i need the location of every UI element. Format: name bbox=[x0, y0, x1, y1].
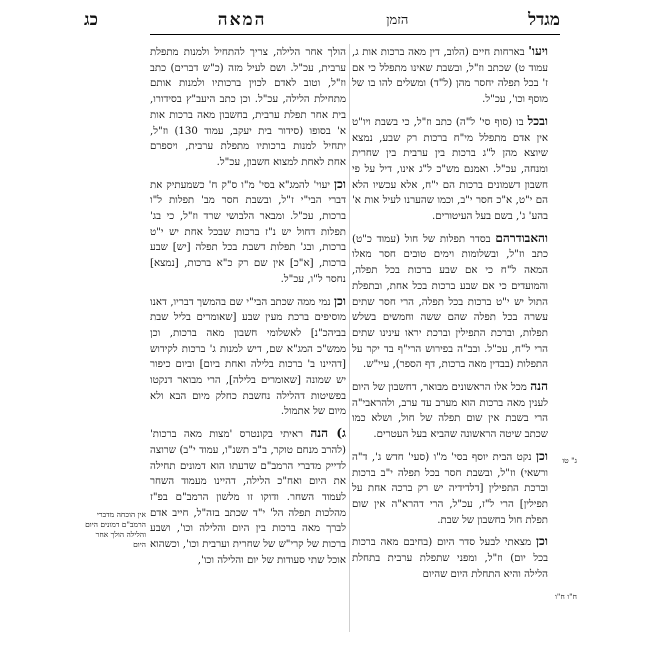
section-title: הזמן bbox=[386, 13, 409, 28]
paragraph bbox=[150, 44, 346, 171]
header-rule bbox=[150, 34, 560, 35]
page-header bbox=[84, 6, 560, 34]
paragraph-text: מכל אלו הראשונים מבואר, דחשבון של היום לענין מאה ברכות הוא מערב עד ערב, ולהראבי"ה הרי בשבת אין שום תפלה של חול, ושלא כמו שכתב שיטה הראשונה שהביא בעל העטרים. bbox=[352, 382, 548, 441]
margin-note-left: אין הוכחה מדברי הרמב"ם דמונים היום והלילה הולך אחר היום bbox=[85, 510, 146, 549]
paragraph bbox=[150, 177, 346, 288]
paragraph-lead: וכן bbox=[334, 176, 346, 191]
paragraph-text: נקט הבית יוסף בסי' מ"ו (סעי' חדש ג', ד"ה ורשאי) וז"ל, ובשבת חסר בכל תפלה י"ב ברכות וברכת התפילין [דלדידיה יש רק ברכה אחת על תפילין] הרי ל"ז, עכ"ל, הרי דהרא"ה אין שום תפלת חול בחשבון של שבת. bbox=[352, 451, 548, 526]
column-divider bbox=[349, 44, 350, 632]
paragraph-lead: והאבודרהם bbox=[495, 230, 548, 245]
paragraph-text: בארחות חיים (הלוב, דין מאה ברכות אות ג, עמוד ט) שכתב וז"ל, ובשבת שאינו מתפלל כי אם ז' בכל תפלה יחסר מהן (ל"ד) ומשלים להו בו של מוסף וכו', עכ"ל. bbox=[352, 47, 548, 106]
right-column bbox=[352, 44, 548, 632]
paragraph bbox=[352, 534, 548, 582]
paragraph-text: יעוי' להמג"א בסי' מ"ו ס"ק ח' כשמעתיק את דברי הבי"י ז"ל, ובשבת חסר מב' תפלות ל"ו ברכות, עכ"ל. ומבאר הלבושי שרד וז"ל, כי בג' תפלות דחול יש נ"ז ברכות שבכל אחת יש י"ט ברכות, ובג' תפלות דשבת בכל תפלה [יש] שבע ברכות, [א"כ] אין שם רק כ"א ברכות, [נמצא] נחסר ל"ו, עכ"ל. bbox=[150, 179, 346, 285]
paragraph-text: הולך אחר הלילה, צריך להתחיל ולמנות מתפלת ערבית, עכ"ל. ושם לעיל מזה (כ"ש דברים) כתב וז"ל, וטוב לאדם לכוין ברכותיו ולמנות אותם מתחילת הלילה, עכ"ל. וכן כתב היעב"ץ בסידורו, בית אחר תפלת ערבית, בחשבון מאה ברכות אות א' בסופו (סידור בית יעקב, עמוד 130) וז"ל, יתחיל למנות ברכותיו מתפלת ערבית, ויספרם אחת לאחת למצוא חשבון, עכ"ל. bbox=[150, 47, 346, 168]
book-title: מגדל bbox=[528, 10, 560, 30]
paragraph-lead: הנה bbox=[530, 379, 548, 394]
paragraph-text: מצאתי לבעל סדר היום (בחיבם מאה ברכות בכל יום) וז"ל, ומפני שתפלת ערבית בתחלת הלילה והיא התחלת היום שהיום bbox=[352, 537, 548, 580]
paragraph-lead: ובכל bbox=[527, 113, 548, 128]
paragraph-lead: ג) הנה bbox=[310, 426, 346, 441]
paragraph-lead: וכן bbox=[536, 534, 548, 549]
paragraph-text: בו (סוף סי' ל"ה) כתב וז"ל, כי בשבת ויו"ט אין אדם מתפלל מי"ח ברכות רק שבע, נמצא שיוצא מהן ל"ג ברכות בין ערבית בין שחרית ומנחה, עכ"ל. ואמנם מש"כ ל"ג אינו, דיל על פי חשבון דשמונים ברכות הם י"ח, אלא עכשיו הלא הם י"ט, א"כ חסר י"ב, וכמו שהערנו לעיל אות א' בהע' ג', בשם בעל העיטורים. bbox=[352, 116, 548, 223]
paragraph bbox=[150, 426, 346, 568]
paragraph-text: ראיתי בקונטרס 'מצות מאה ברכות' (להרב מנחם טוקר, ב"ב תשנ"ו, עמוד י"ב) שרוצה לדייק מדברי הרמב"ם שדעתו הוא דמונים תחילה את היום ואח"כ הלילה, דהיינו מעמוד השחר לעמוד השחר. ודוקו זו מלשון הרמב"ם בפ"ז מהלכות תפלה הל' י"ד שכתב בזה"ל, חייב אדם לברך מאה ברכות בין היום והלילה וכו', ושבע ברכות של קרי"ש של שחרית וערבית וכו', וכשהוא אוכל שתי סעודות של יום והלילה וכו', bbox=[150, 429, 346, 566]
paragraph-lead: וכן bbox=[334, 293, 346, 308]
paragraph bbox=[150, 294, 346, 421]
paragraph bbox=[352, 44, 548, 108]
paragraph bbox=[352, 379, 548, 443]
paragraph-text: בסדר תפלות של חול (עמוד כ"ט) כתב וז"ל, ובשלומות וימים טובים חסר מאלו המאה ל"ח כי אם שבע ברכות בכל תפלה, והמועדים כי אם שבע ברכות בכל אחת, ובתפלת התול יש י"ט ברכות בכל תפלה, הרי חסר שתים עשרה בכל תפלה שהם ששה וחמשים בשלש תפלות, וברכת התפילין וברכת יראו עינינו שתים הרי ל"ח, עכ"ל. ובב"ה בפירוש הרי"ף בד יקר על התפלות (בבדין מאה ברכות, דף הספר), עיי"ש. bbox=[352, 233, 548, 371]
paragraph bbox=[352, 114, 548, 225]
paragraph-lead: וכן bbox=[536, 448, 548, 463]
margin-note-right: ג" טו bbox=[562, 456, 577, 465]
paragraph-text: נמי ממה שכתב הבי"י שם בהמשך דבריו, דאנו מוסיפים ברכת מעין שבע [שאומרים בליל שבת בביהכ"נ] לאשלומי חשבון מאה ברכות, וכן ממש"כ המג"א שם, דיש למנות ג' ברכות לקידוש [דהיינו ב' ברכות בלילה ואחת ביום] וביום כיפור יש שמונה [שאומרים בלילה], הרי מבואר דנקטו בפשיטות דהלילה נחשבת כחלק מיום הבא ולא מיום של אתמול. bbox=[150, 296, 346, 418]
left-column bbox=[150, 44, 346, 632]
chapter-title: המאה bbox=[217, 10, 267, 30]
paragraph-lead: ויעו' bbox=[528, 44, 548, 58]
paragraph bbox=[352, 449, 548, 529]
margin-note-right: ח"ו ח"ו bbox=[555, 592, 577, 601]
paragraph bbox=[352, 231, 548, 373]
page-number: כג bbox=[84, 10, 98, 30]
